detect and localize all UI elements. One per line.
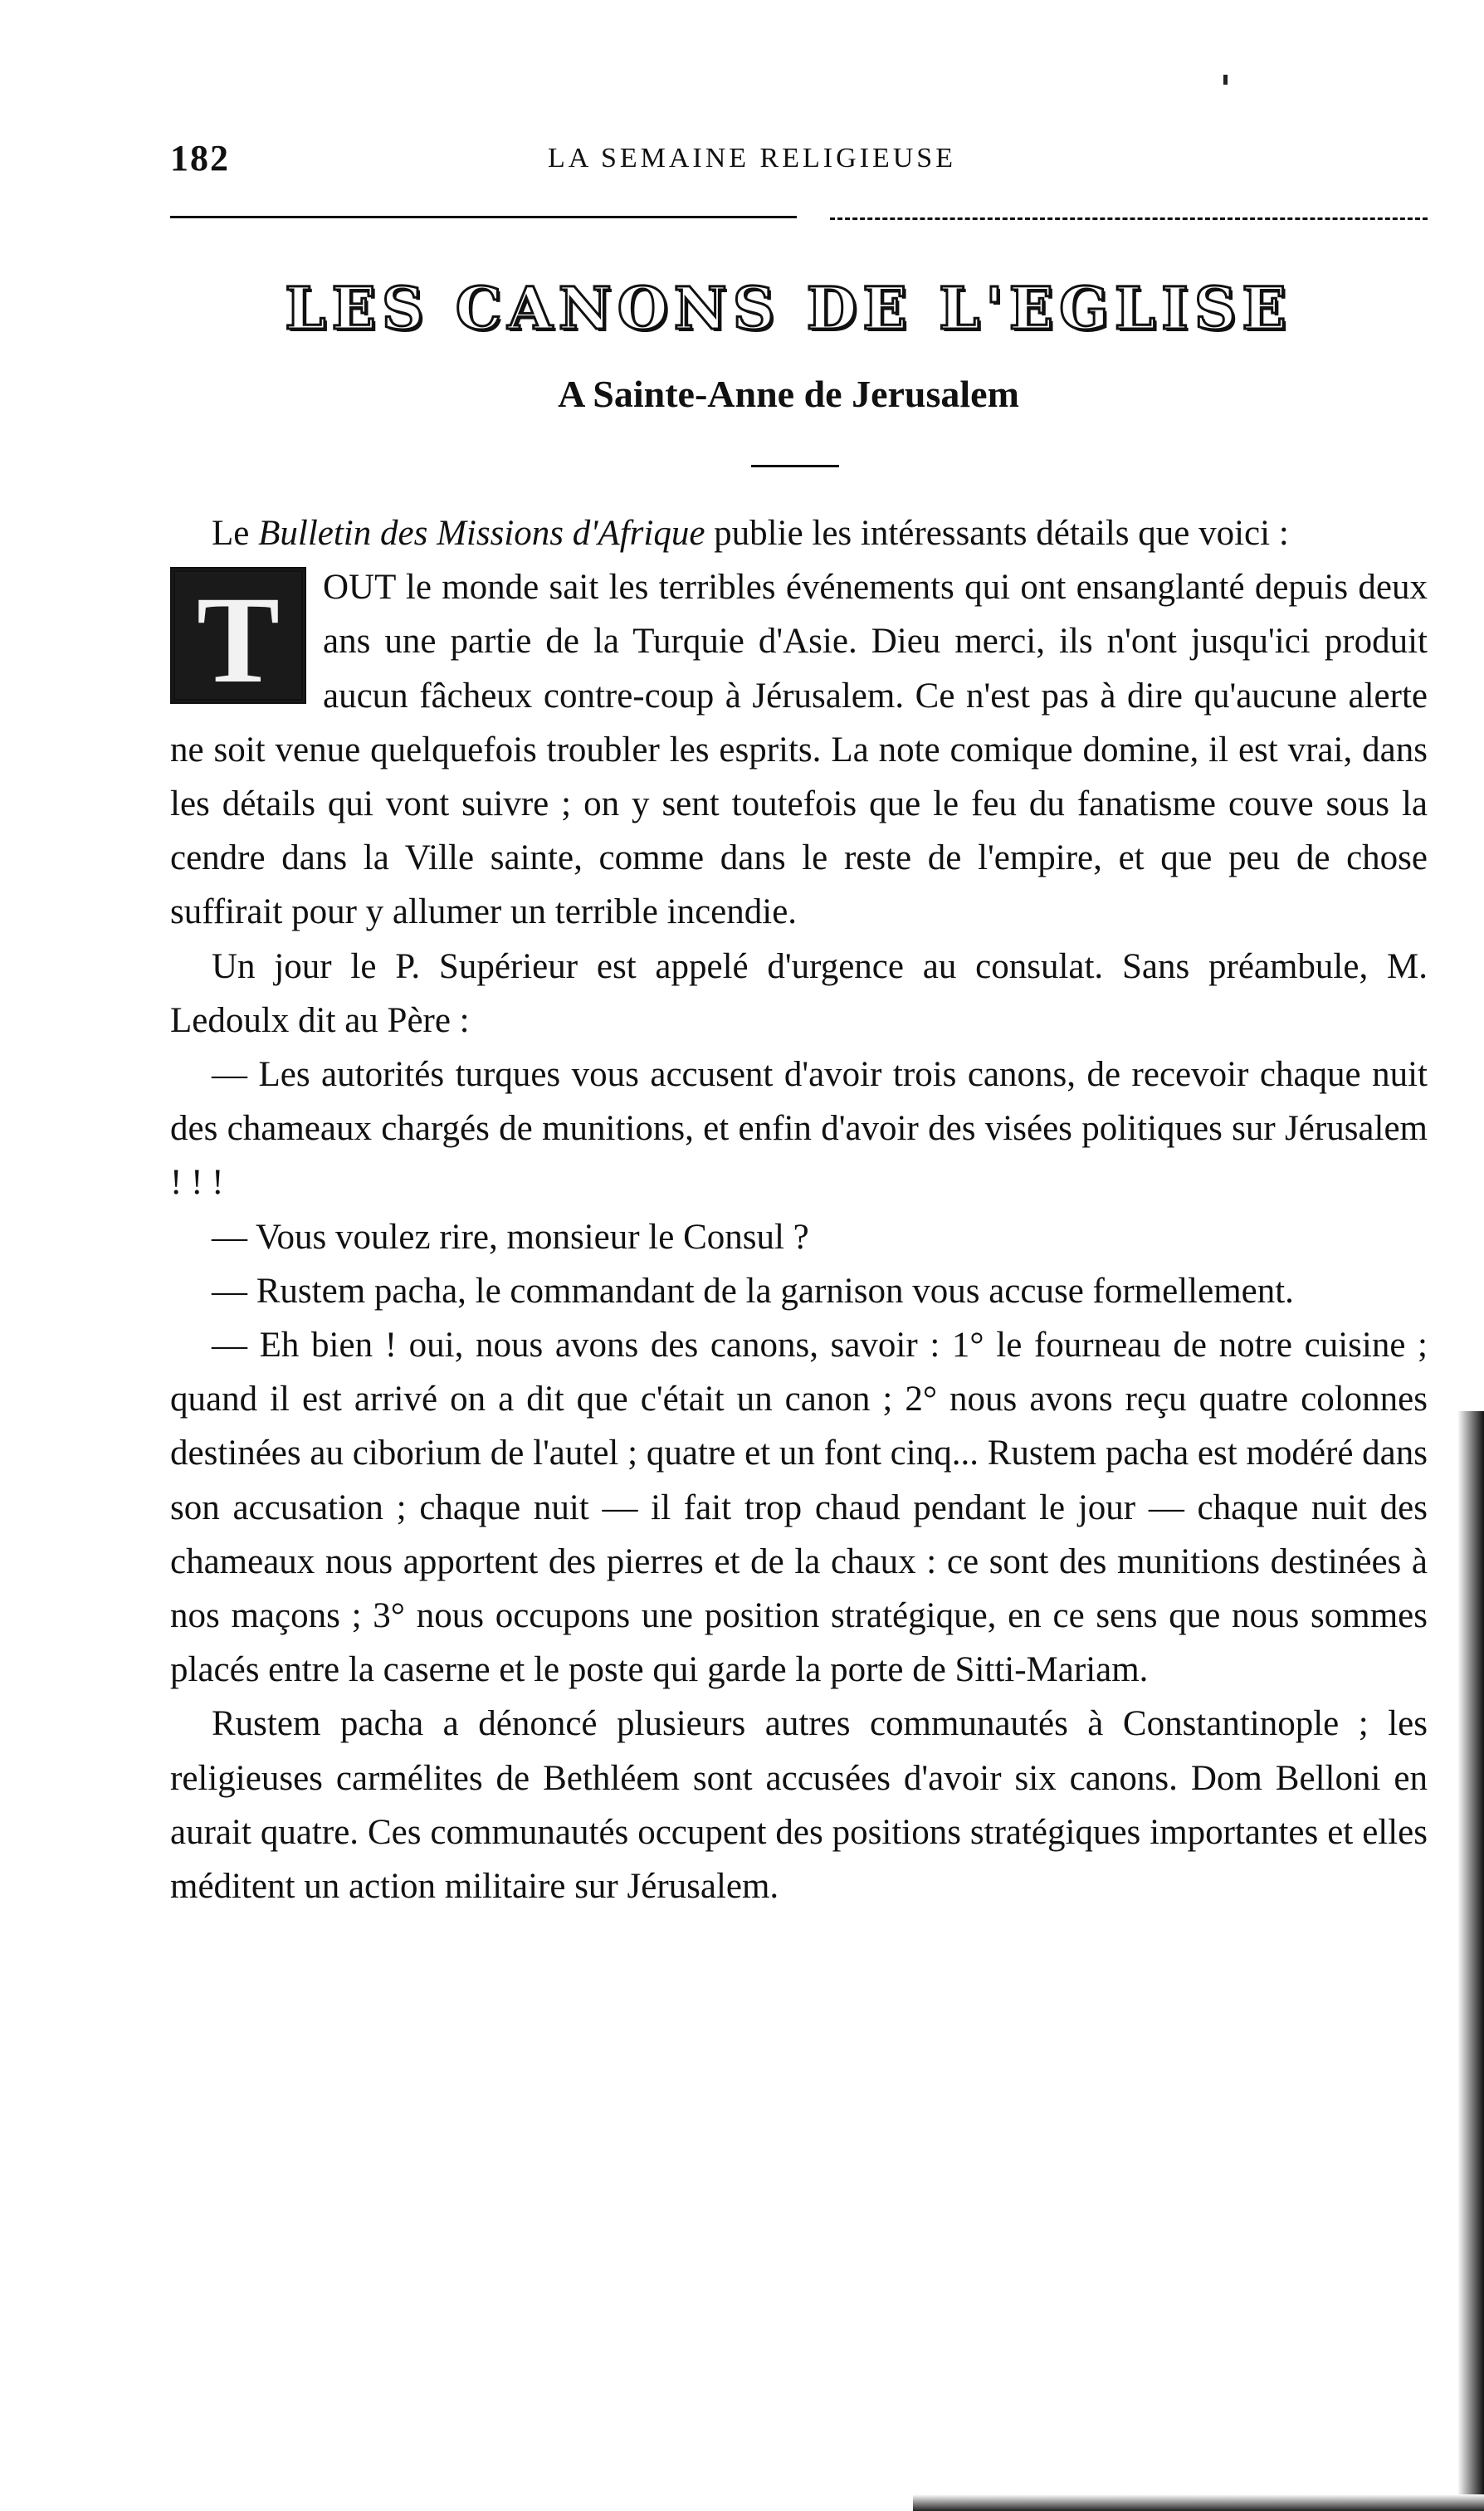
paragraph-7: Rustem pacha a dénoncé plusieurs autres communautés à Constantinople ; les religieuses carmélites de Bethléem sont accusées d'avoir six canons. Dom Belloni en aurait quatre. Ces communautés occupent des positions stratégiques importantes et elles méditent un action militaire sur Jérusalem. bbox=[170, 1704, 1428, 1907]
article-body bbox=[170, 506, 1428, 1913]
article-title: LES CANONS DE L'EGLISE bbox=[285, 274, 1292, 343]
paragraph-3: — Les autorités turques vous accusent d'avoir trois canons, de recevoir chaque nuit des chameaux chargés de munitions, et enfin d'avoir des visées politiques sur Jérusalem ! ! ! bbox=[170, 1055, 1428, 1203]
paragraph-2: Un jour le P. Supérieur est appelé d'urgence au consulat. Sans préambule, M. Ledoulx dit au Père : bbox=[170, 946, 1428, 1040]
paragraph-6: — Eh bien ! oui, nous avons des canons, savoir : 1° le fourneau de notre cuisine ; quand il est arrivé on a dit que c'était un canon ; 2° nous avons reçu quatre colonnes destinées au ciborium de l'autel ; quatre et un font cinq... Rustem pacha est modéré dans son accusation ; chaque nuit — il fait trop chaud pendant le jour — chaque nuit des chameaux nous apportent des pierres et de la chaux : ce sont des munitions destinées à nos maçons ; 3° nous occupons une position stratégique, en ce sens que nous sommes placés entre la caserne et le poste qui garde la porte de Sitti-Mariam. bbox=[170, 1326, 1428, 1690]
title-rule bbox=[751, 465, 839, 467]
header-rule-left bbox=[170, 216, 797, 218]
running-head: LA SEMAINE RELIGIEUSE bbox=[548, 143, 956, 173]
intro-lead: Le bbox=[212, 514, 259, 553]
intro-paragraph bbox=[170, 506, 1428, 560]
ink-speck bbox=[1223, 75, 1228, 85]
paragraph-1-text: OUT le monde sait les terribles événements qui ont ensanglanté depuis deux ans une partie de la Turquie d'Asie. Dieu merci, ils n'ont jusqu'ici produit aucun fâcheux contre-coup à Jérusalem. Ce n'est pas à dire qu'aucune alerte ne soit venue quelquefois troubler les esprits. La note comique domine, il est vrai, dans les détails qui vont suivre ; on y sent toutefois que le feu du fanatisme couve sous la cendre dans la Ville sainte, comme dans le reste de l'empire, et que peu de chose suffirait pour y allumer un terrible incendie. bbox=[170, 568, 1428, 932]
page-edge-shadow bbox=[1457, 1411, 1484, 2511]
intro-source: Bulletin des Missions d'Afrique bbox=[258, 514, 705, 553]
article-subtitle: A Sainte-Anne de Jerusalem bbox=[558, 373, 1019, 415]
page-bottom-shadow bbox=[913, 2494, 1484, 2511]
page-number: 182 bbox=[170, 138, 230, 178]
paragraph-4: — Vous voulez rire, monsieur le Consul ? bbox=[212, 1217, 809, 1257]
paragraph-1 bbox=[170, 560, 1428, 939]
paragraph-5: — Rustem pacha, le commandant de la garnison vous accuse formellement. bbox=[212, 1271, 1294, 1311]
ornamental-dropcap: T bbox=[170, 567, 306, 704]
intro-rest: publie les intéressants détails que voici : bbox=[705, 514, 1289, 553]
header-rule-right bbox=[830, 217, 1428, 222]
